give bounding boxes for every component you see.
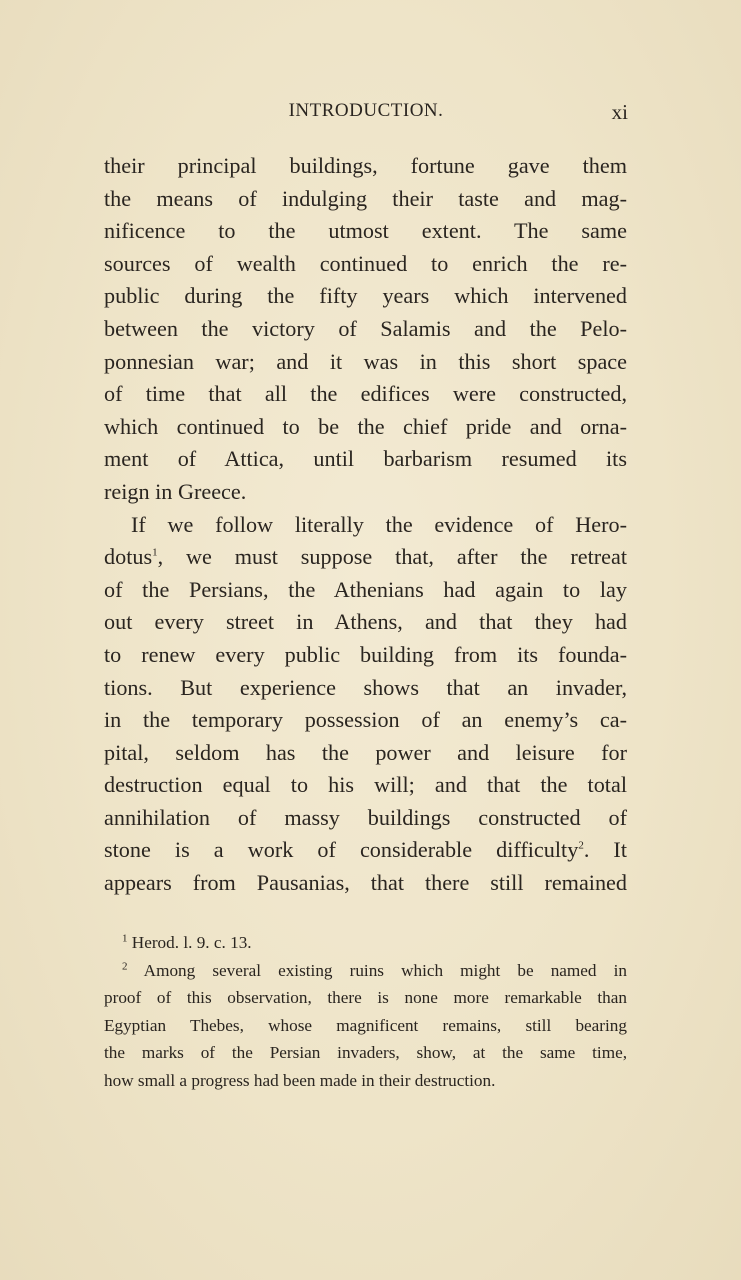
footnote-2-line: proof of this observation, there is none more remarkable than [104, 988, 627, 1007]
footnote-ref-1: 1 [152, 546, 158, 559]
text-line: out every street in Athens, and that they had [104, 609, 627, 635]
text-line: appears from Pausanias, that there still remained [104, 870, 627, 896]
footnote-marker-2: 2 [122, 959, 128, 972]
text-line: destruction equal to his will; and that the total [104, 772, 627, 798]
text-line: between the victory of Salamis and the Pelo- [104, 315, 627, 341]
line-text: . It [583, 837, 627, 863]
running-title: INTRODUCTION. [288, 100, 444, 121]
text-line: the means of indulging their taste and mag- [104, 185, 627, 211]
text-line: nificence to the utmost extent. The same [104, 218, 627, 244]
text-line: sources of wealth continued to enrich the re- [104, 250, 627, 276]
footnote-2-first-line [104, 957, 627, 985]
text-line-with-note-ref [104, 541, 627, 574]
text-line: in the temporary possession of an enemy’s ca- [104, 707, 627, 733]
footnote-1-text: Herod. l. 9. c. 13. [131, 933, 252, 952]
text-line: ment of Attica, until barbarism resumed its [104, 446, 627, 472]
text-line: annihilation of massy buildings constructed of [104, 804, 627, 830]
line-text: dotus [104, 544, 153, 570]
body-text [104, 150, 627, 900]
footnote-2-text: Among several existing ruins which might be named in [143, 960, 627, 980]
footnotes [104, 929, 627, 1094]
text-line: public during the fifty years which intervened [104, 283, 627, 309]
text-line: pital, seldom has the power and leisure for [104, 739, 627, 765]
footnote-2-line: Egyptian Thebes, whose magnificent remains, still bearing [104, 1015, 627, 1035]
text-line: to renew every public building from its founda- [104, 641, 627, 667]
line-text: stone is a work of considerable difficulty [104, 837, 579, 863]
paragraph-end-line: reign in Greece. [104, 478, 247, 504]
footnote-2-line: the marks of the Persian invaders, show, at the same time, [104, 1043, 627, 1062]
text-line: their principal buildings, fortune gave them [104, 153, 627, 178]
footnote-1 [104, 929, 627, 957]
text-line: of the Persians, the Athenians had again to lay [104, 576, 627, 602]
text-line: tions. But experience shows that an invader, [104, 674, 627, 700]
page-number: xi [611, 100, 628, 124]
running-head [104, 100, 628, 130]
line-text: , we must suppose that, after the retreat [157, 544, 627, 570]
text-line: of time that all the edifices were constructed, [104, 381, 627, 407]
footnote-marker-1: 1 [122, 932, 128, 945]
text-line-with-note-ref [104, 834, 627, 867]
text-line: ponnesian war; and it was in this short space [104, 348, 627, 374]
footnote-2-line: how small a progress had been made in their destruction. [104, 1070, 496, 1090]
text-line: which continued to be the chief pride and orna- [104, 413, 627, 439]
paragraph-start-line: If we follow literally the evidence of Hero- [131, 511, 627, 537]
footnote-ref-2: 2 [578, 840, 584, 853]
